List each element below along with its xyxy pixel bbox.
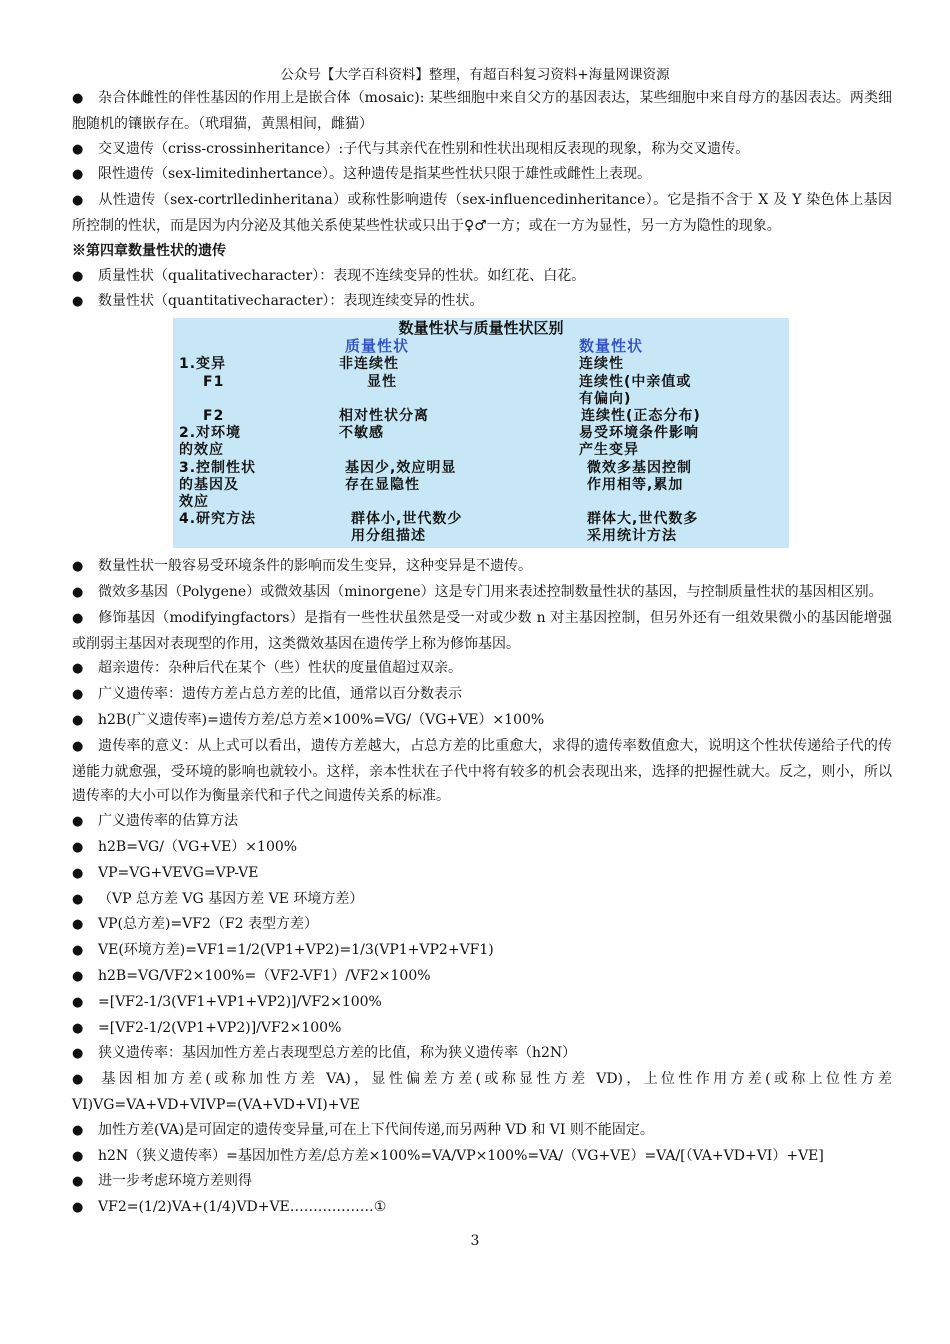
bullet-paragraph	[72, 887, 892, 913]
bullet-icon	[72, 264, 98, 290]
bullet-paragraph	[72, 1041, 892, 1067]
bullet-text: h2B=VG/VF2×100%=（VF2-VF1）/VF2×100%	[98, 967, 431, 984]
bullet-text: 交叉遗传（criss-crossinheritance）:子代与其亲代在性别和性状出现相反表现的现象，称为交叉遗传。	[98, 140, 750, 157]
bullet-icon	[72, 580, 98, 606]
bullet-icon	[72, 606, 98, 632]
bullet-list-mid	[72, 264, 892, 316]
quantity-cell: 连续性	[579, 356, 624, 373]
document-body	[72, 86, 892, 1221]
bullet-paragraph	[72, 1118, 892, 1144]
bullet-icon	[72, 1067, 98, 1093]
bullet-paragraph	[72, 708, 892, 734]
bullet-paragraph	[72, 264, 892, 290]
bullet-text: 基因相加方差(或称加性方差 VA)，显性偏差方差(或称显性方差 VD)，上位性作用方差(或称上位性方差 VI)VG=VA+VD+VIVP=(VA+VD+VI)+VE	[72, 1071, 892, 1113]
bullet-text: =[VF2-1/3(VF1+VP1+VP2)]/VF2×100%	[98, 993, 382, 1010]
bullet-paragraph	[72, 606, 892, 657]
quality-cell: 非连续性	[339, 356, 399, 373]
bullet-list-top	[72, 86, 892, 239]
bullet-paragraph	[72, 861, 892, 887]
quality-cell: 不敏感	[339, 425, 384, 442]
row-label: 1.变异	[179, 356, 227, 373]
quality-cell: 相对性状分离	[339, 408, 429, 425]
bullet-text: VP(总方差)=VF2（F2 表型方差）	[98, 916, 318, 933]
bullet-text: 限性遗传（sex-limitedinhertance）。这种遗传是指某些性状只限于雄性或雌性上表现。	[98, 166, 652, 183]
bullet-icon	[72, 289, 98, 315]
row-label: F2	[203, 408, 225, 425]
bullet-icon	[72, 1195, 98, 1221]
page-number: 3	[470, 1233, 480, 1249]
bullet-paragraph	[72, 1016, 892, 1042]
quantity-cell: 易受环境条件影响 产生变异	[579, 425, 699, 459]
bullet-paragraph	[72, 938, 892, 964]
bullet-icon	[72, 861, 98, 887]
bullet-icon	[72, 1016, 98, 1042]
bullet-text: 从性遗传（sex-cortrlledinheritana）或称性影响遗传（sex-influencedinheritance）。它是指不含于 X 及 Y 染色体上基因所控制的性状，而是因为内分泌及其他关系使某些性状或只出于♀♂一方；或在一方为显性，另一方为隐性的现象。	[72, 192, 892, 234]
bullet-icon	[72, 554, 98, 580]
bullet-icon	[72, 835, 98, 861]
bullet-text: VE(环境方差)=VF1=1/2(VP1+VP2)=1/3(VP1+VP2+VF1)	[98, 942, 494, 959]
bullet-icon	[72, 188, 98, 214]
bullet-paragraph	[72, 990, 892, 1016]
bullet-paragraph	[72, 912, 892, 938]
bullet-paragraph	[72, 682, 892, 708]
bullet-text: 狭义遗传率：基因加性方差占表现型总方差的比值，称为狭义遗传率（h2N）	[98, 1045, 577, 1062]
bullet-paragraph	[72, 289, 892, 315]
bullet-text: VF2=(1/2)VA+(1/4)VD+VE………………①	[98, 1199, 387, 1216]
bullet-icon	[72, 1169, 98, 1195]
quality-cell: 显性	[367, 374, 397, 391]
bullet-paragraph	[72, 835, 892, 861]
bullet-paragraph	[72, 554, 892, 580]
bullet-paragraph	[72, 1067, 892, 1118]
bullet-paragraph	[72, 1195, 892, 1221]
bullet-paragraph	[72, 188, 892, 239]
bullet-paragraph	[72, 809, 892, 835]
bullet-text: 进一步考虑环境方差则得	[98, 1173, 252, 1190]
bullet-text: 数量性状（quantitativecharacter）：表现连续变异的性状。	[98, 293, 484, 310]
bullet-text: 广义遗传率：遗传方差占总方差的比值，通常以百分数表示	[98, 686, 462, 703]
bullet-text: VP=VG+VEVG=VP-VE	[98, 864, 259, 881]
bullet-icon	[72, 162, 98, 188]
chapter-title: ※第四章数量性状的遗传	[72, 242, 226, 259]
bullet-paragraph	[72, 580, 892, 606]
bullet-paragraph	[72, 86, 892, 137]
quality-cell: 群体小,世代数少 用分组描述	[351, 511, 463, 545]
bullet-icon	[72, 938, 98, 964]
bullet-icon	[72, 1118, 98, 1144]
bullet-text: 加性方差(VA)是可固定的遗传变异量,可在上下代间传递,而另两种 VD 和 VI 则不能固定。	[98, 1121, 654, 1138]
bullet-paragraph	[72, 1169, 892, 1195]
column-header-quantity: 数量性状	[579, 337, 644, 356]
quantity-cell: 群体大,世代数多 采用统计方法	[587, 511, 699, 545]
bullet-text: 广义遗传率的估算方法	[98, 813, 238, 830]
comparison-table-figure	[173, 318, 789, 548]
page-header: 公众号【大学百科资料】整理，有超百科复习资料+海量网课资源	[280, 67, 670, 83]
bullet-icon	[72, 1144, 98, 1170]
bullet-text: 数量性状一般容易受环境条件的影响而发生变异，这种变异是不遗传。	[98, 558, 532, 575]
bullet-text: 质量性状（qualitativecharacter）：表现不连续变异的性状。如红花、白花。	[98, 267, 586, 284]
bullet-icon	[72, 682, 98, 708]
bullet-list-bottom	[72, 554, 892, 1221]
quantity-cell: 连续性(中亲值或 有偏向)	[579, 374, 692, 408]
bullet-paragraph	[72, 964, 892, 990]
row-label: 3.控制性状 的基因及 效应	[179, 460, 257, 511]
bullet-icon	[72, 1041, 98, 1067]
bullet-paragraph	[72, 734, 892, 809]
bullet-icon	[72, 86, 98, 112]
bullet-icon	[72, 708, 98, 734]
bullet-text: 超亲遗传：杂种后代在某个（些）性状的度量值超过双亲。	[98, 660, 462, 677]
bullet-paragraph	[72, 162, 892, 188]
quantity-cell: 微效多基因控制 作用相等,累加	[587, 460, 692, 494]
column-header-quality: 质量性状	[345, 337, 410, 356]
row-label: 2.对环境 的效应	[179, 425, 242, 459]
bullet-paragraph	[72, 656, 892, 682]
bullet-icon	[72, 964, 98, 990]
bullet-text: h2B(广义遗传率)=遗传方差/总方差×100%=VG/（VG+VE）×100%	[98, 711, 545, 728]
bullet-text: h2B=VG/（VG+VE）×100%	[98, 838, 298, 855]
bullet-icon	[72, 137, 98, 163]
bullet-text: （VP 总方差 VG 基因方差 VE 环境方差）	[98, 890, 364, 907]
bullet-text: h2N（狭义遗传率）=基因加性方差/总方差×100%=VA/VP×100%=VA/（VG+VE）=VA/[（VA+VD+VI）+VE]	[98, 1147, 824, 1164]
bullet-text: 遗传率的意义：从上式可以看出，遗传方差越大，占总方差的比重愈大，求得的遗传率数值愈大，说明这个性状传递给子代的传递能力就愈强，受环境的影响也就较小。这样，亲本性状在子代中将有较多的机会表现出来，选择的把握性就大。反之，则小，所以遗传率的大小可以作为衡量亲代和子代之间遗传关系的标准。	[72, 737, 892, 805]
row-label: F1	[203, 374, 225, 391]
bullet-icon	[72, 990, 98, 1016]
bullet-text: 杂合体雌性的伴性基因的作用上是嵌合体（mosaic): 某些细胞中来自父方的基因表达，某些细胞中来自母方的基因表达。两类细胞随机的镶嵌存在。（玳瑁猫，黄黑相间，雌猫）	[72, 90, 892, 132]
bullet-icon	[72, 734, 98, 760]
bullet-paragraph	[72, 1144, 892, 1170]
bullet-icon	[72, 809, 98, 835]
quantity-cell: 连续性(正态分布)	[581, 408, 701, 425]
bullet-text: 修饰基因（modifyingfactors）是指有一些性状虽然是受一对或少数 n 对主基因控制，但另外还有一组效果微小的基因能增强或削弱主基因对表现型的作用，这类微效基因在遗传学上称为修饰基因。	[72, 609, 892, 652]
bullet-text: =[VF2-1/2(VP1+VP2)]/VF2×100%	[98, 1019, 342, 1036]
bullet-icon	[72, 912, 98, 938]
bullet-icon	[72, 887, 98, 913]
bullet-paragraph	[72, 137, 892, 163]
quality-cell: 基因少,效应明显 存在显隐性	[345, 460, 457, 494]
comparison-title: 数量性状与质量性状区别	[398, 319, 564, 338]
bullet-text: 微效多基因（Polygene）或微效基因（minorgene）这是专门用来表述控制数量性状的基因，与控制质量性状的基因相区别。	[98, 583, 883, 600]
bullet-icon	[72, 656, 98, 682]
row-label: 4.研究方法	[179, 511, 257, 528]
